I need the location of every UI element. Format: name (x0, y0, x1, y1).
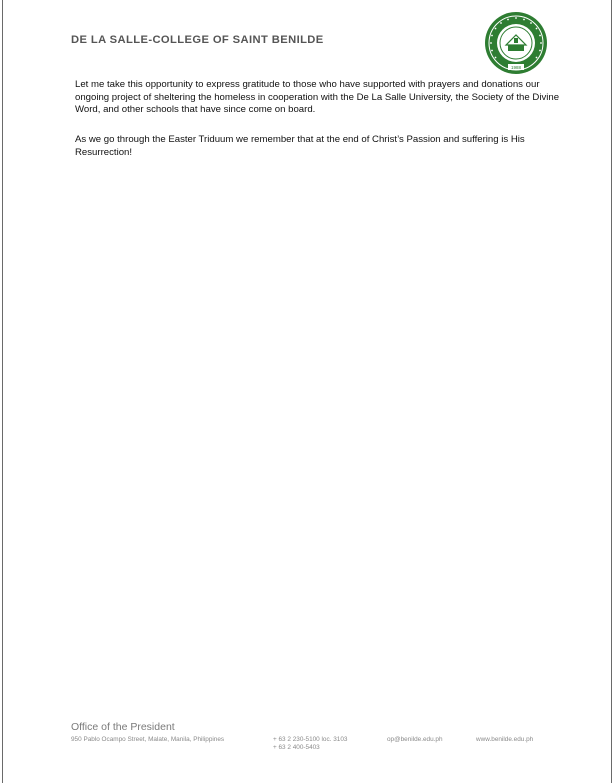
footer-website: www.benilde.edu.ph (476, 736, 534, 743)
institution-name: DE LA SALLE-COLLEGE OF SAINT BENILDE (71, 34, 324, 46)
school-seal-icon (484, 11, 548, 75)
footer-office-title: Office of the President (71, 721, 175, 733)
letter-paragraph-1: Let me take this opportunity to express gratitude to those who have supported with prayers and donations our ongoing project of sheltering the homeless in cooperation with the De La Salle University, the Society of the Divine Word, and other schools that have since come on board. (75, 79, 560, 116)
svg-text:1988: 1988 (510, 64, 522, 70)
document-page (2, 0, 612, 783)
footer-phone-2: + 63 2 400-5403 (273, 744, 320, 751)
footer-address: 950 Pablo Ocampo Street, Malate, Manila, Philippines (71, 736, 225, 743)
footer-email: op@benilde.edu.ph (387, 736, 443, 743)
letter-paragraph-2: As we go through the Easter Triduum we remember that at the end of Christ’s Passion and suffering is His Resurrection! (75, 134, 525, 158)
footer-phone-1: + 63 2 230-5100 loc. 3103 (273, 736, 348, 743)
